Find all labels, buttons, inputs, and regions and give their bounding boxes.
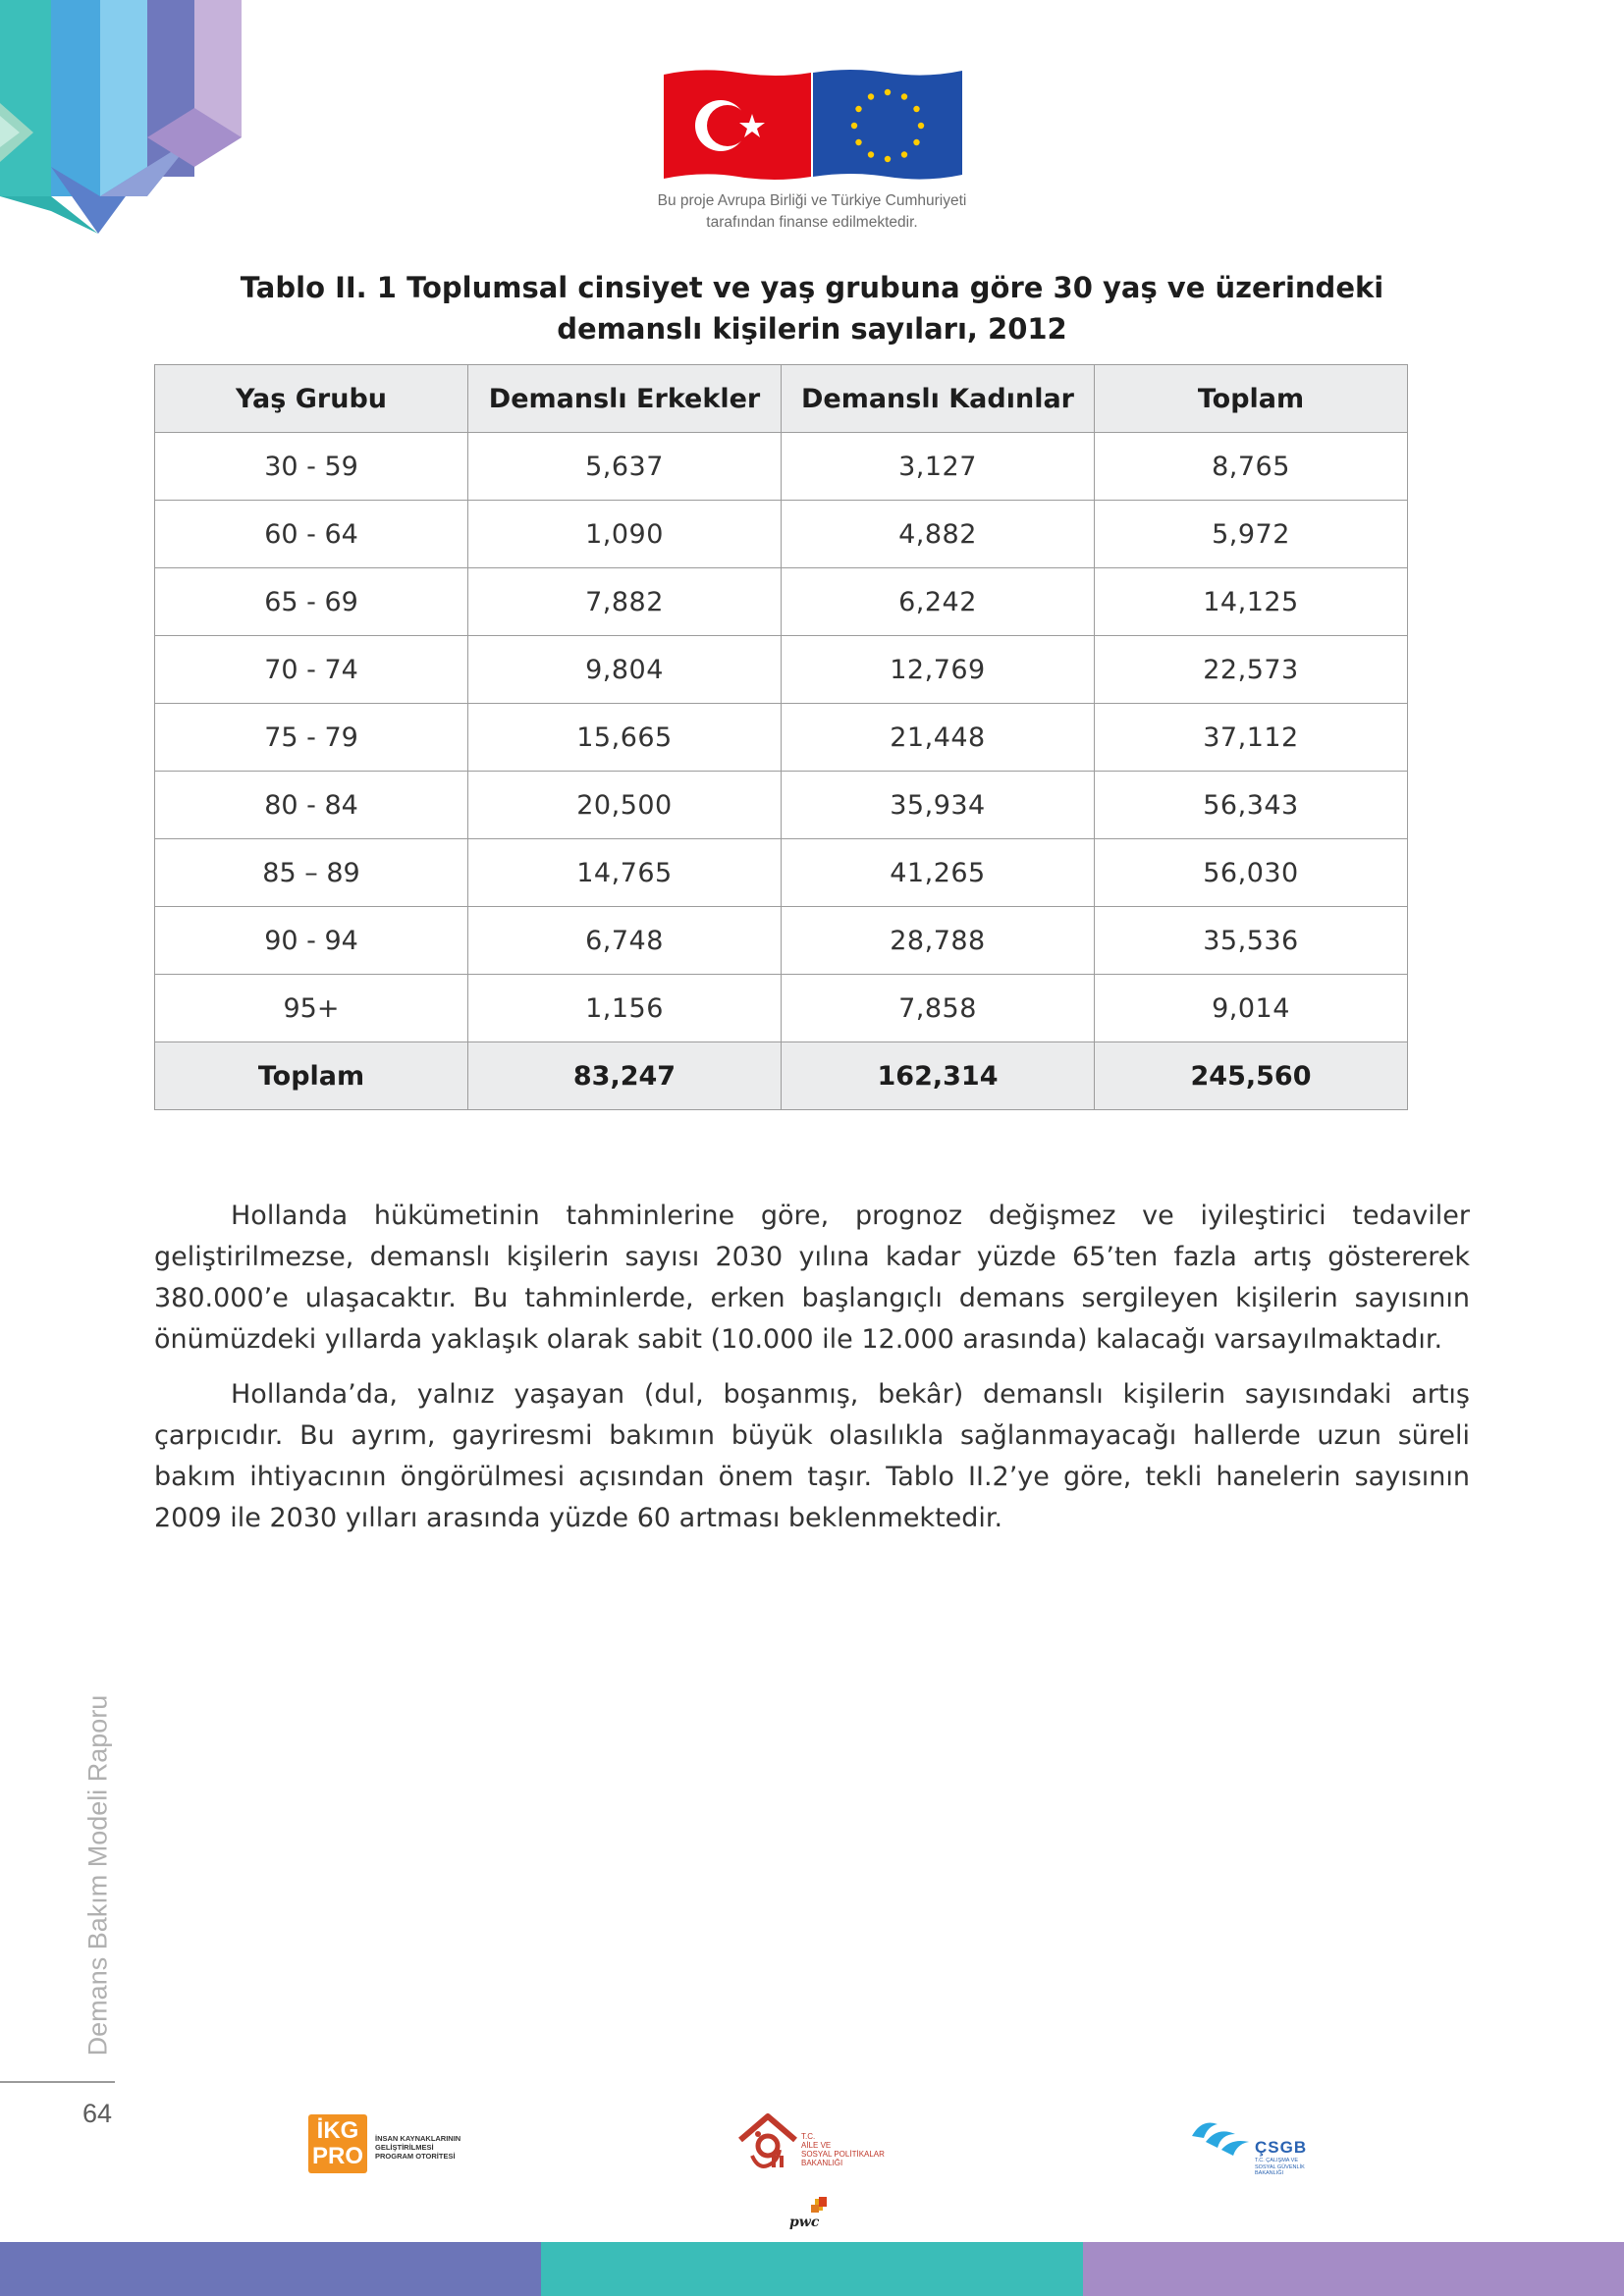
- turkey-flag-icon: [664, 70, 811, 180]
- table-row: [155, 501, 1408, 568]
- women-cell: 28,788: [782, 907, 1095, 975]
- age-group-cell: 70 - 74: [155, 636, 468, 704]
- pwc-mark-icon: [789, 2197, 835, 2216]
- csgb-emblem-icon: [1188, 2112, 1253, 2162]
- table-row: [155, 636, 1408, 704]
- women-cell: 41,265: [782, 839, 1095, 907]
- table-row: [155, 772, 1408, 839]
- total-cell: 22,573: [1095, 636, 1408, 704]
- men-cell: 20,500: [468, 772, 782, 839]
- pwc-text: pwc: [789, 2215, 820, 2230]
- csgb-text: ÇSGB: [1255, 2138, 1308, 2157]
- column-header: Demanslı Erkekler: [468, 365, 782, 433]
- bottom-bar-segment-blue: [0, 2242, 541, 2296]
- women-cell: 35,934: [782, 772, 1095, 839]
- report-title-text: Demans Bakım Modeli Raporu: [82, 1694, 113, 2056]
- aile-text-line: BAKANLIĞI: [801, 2159, 843, 2167]
- total-cell: 35,536: [1095, 907, 1408, 975]
- side-report-title: [79, 1686, 118, 2063]
- paragraph: Hollanda’da, yalnız yaşayan (dul, boşanmış, bekâr) demanslı kişilerin sayısındaki artış çarpıcıdır. Bu ayrım, gayriresmi bakımın büyük olasılıkla sağlanmayacağı hallerde uzun süreli bakım ihtiyacının öngörülmesi açısından önem taşır. Tablo II.2’ye göre, tekli hanelerin sayısının 2009 ile 2030 yılları arasında yüzde 60 artması beklenmektedir.: [154, 1379, 1470, 1533]
- side-divider: [0, 2081, 115, 2083]
- men-cell: 1,090: [468, 501, 782, 568]
- table-row: [155, 907, 1408, 975]
- bottom-color-bar: [0, 2242, 1624, 2296]
- header-flags: [662, 67, 966, 187]
- women-cell: 7,858: [782, 975, 1095, 1042]
- table-row: [155, 704, 1408, 772]
- csgb-sub-line: T.C. ÇALIŞMA VE: [1255, 2158, 1299, 2163]
- column-header: Demanslı Kadınlar: [782, 365, 1095, 433]
- total-cell: 56,343: [1095, 772, 1408, 839]
- aile-text-line: AİLE VE: [801, 2141, 832, 2150]
- corner-decoration: [0, 0, 245, 240]
- men-total-cell: 83,247: [468, 1042, 782, 1110]
- body-text: [154, 1196, 1470, 1553]
- csgb-subtext: [1255, 2158, 1343, 2177]
- table-title-line: Tablo II. 1 Toplumsal cinsiyet ve yaş grubuna göre 30 yaş ve üzerindeki: [240, 271, 1384, 304]
- total-label-cell: Toplam: [155, 1042, 468, 1110]
- men-cell: 15,665: [468, 704, 782, 772]
- table-row: [155, 975, 1408, 1042]
- aile-bakanligi-logo-icon: [736, 2110, 885, 2177]
- age-group-cell: 80 - 84: [155, 772, 468, 839]
- ikg-text-line: İNSAN KAYNAKLARININ: [375, 2134, 461, 2143]
- men-cell: 1,156: [468, 975, 782, 1042]
- men-cell: 6,748: [468, 907, 782, 975]
- total-cell: 9,014: [1095, 975, 1408, 1042]
- csgb-sub-line: SOSYAL GÜVENLİK: [1255, 2163, 1305, 2170]
- women-cell: 4,882: [782, 501, 1095, 568]
- aile-emblem-icon: [736, 2110, 799, 2173]
- table-header-row: [155, 365, 1408, 433]
- total-cell: 5,972: [1095, 501, 1408, 568]
- table-total-row: [155, 1042, 1408, 1110]
- ikg-box-text: İKG: [316, 2117, 359, 2144]
- age-group-cell: 60 - 64: [155, 501, 468, 568]
- eu-flag-icon: [813, 70, 962, 180]
- women-cell: 6,242: [782, 568, 1095, 636]
- bottom-bar-segment-purple: [1083, 2242, 1624, 2296]
- age-group-cell: 95+: [155, 975, 468, 1042]
- csgb-sub-line: BAKANLIĞI: [1255, 2170, 1284, 2176]
- dementia-table: [154, 364, 1408, 1110]
- pwc-logo-icon: [789, 2197, 835, 2230]
- aile-text-line: SOSYAL POLİTİKALAR: [801, 2150, 885, 2159]
- ikg-text-line: GELİŞTİRİLMESİ: [375, 2143, 434, 2152]
- ikg-text-line: PROGRAM OTORİTESİ: [375, 2152, 456, 2161]
- age-group-cell: 90 - 94: [155, 907, 468, 975]
- ikg-logo-box: [308, 2114, 367, 2173]
- table-title: [226, 267, 1398, 349]
- table-row: [155, 568, 1408, 636]
- table-row: [155, 839, 1408, 907]
- total-cell: 37,112: [1095, 704, 1408, 772]
- table-row: [155, 433, 1408, 501]
- age-group-cell: 85 – 89: [155, 839, 468, 907]
- table-title-line: demanslı kişilerin sayıları, 2012: [557, 312, 1067, 346]
- women-total-cell: 162,314: [782, 1042, 1095, 1110]
- total-cell: 14,125: [1095, 568, 1408, 636]
- ikg-box-text: PRO: [311, 2143, 363, 2169]
- funding-caption-line: tarafından finanse edilmektedir.: [706, 214, 918, 231]
- age-group-cell: 65 - 69: [155, 568, 468, 636]
- column-header: Toplam: [1095, 365, 1408, 433]
- aile-text-line: T.C.: [801, 2132, 816, 2141]
- bottom-bar-segment-teal: [541, 2242, 1082, 2296]
- aile-logo-text: [801, 2132, 919, 2167]
- women-cell: 12,769: [782, 636, 1095, 704]
- funding-caption: [589, 190, 1035, 234]
- age-group-cell: 30 - 59: [155, 433, 468, 501]
- men-cell: 7,882: [468, 568, 782, 636]
- csgb-logo-icon: [1188, 2112, 1308, 2176]
- age-group-cell: 75 - 79: [155, 704, 468, 772]
- paragraph: Hollanda hükümetinin tahminlerine göre, prognoz değişmez ve iyileştirici tedaviler geliştirilmezse, demanslı kişilerin sayısı 2030 yılına kadar yüzde 65’ten fazla artış göstererek 380.000’e ulaşacaktır. Bu tahminlerde, erken başlangıçlı demans sergileyen kişilerin sayısının önümüzdeki yıllarda yaklaşık olarak sabit (10.000 ile 12.000 arasında) kalacağı varsayılmaktadır.: [154, 1201, 1470, 1355]
- funding-caption-line: Bu proje Avrupa Birliği ve Türkiye Cumhuriyeti: [657, 192, 967, 209]
- men-cell: 9,804: [468, 636, 782, 704]
- page-number: 64: [82, 2099, 113, 2128]
- total-cell: 56,030: [1095, 839, 1408, 907]
- women-cell: 21,448: [782, 704, 1095, 772]
- column-header: Yaş Grubu: [155, 365, 468, 433]
- women-cell: 3,127: [782, 433, 1095, 501]
- grand-total-cell: 245,560: [1095, 1042, 1408, 1110]
- ikg-logo-text: [375, 2134, 503, 2161]
- total-cell: 8,765: [1095, 433, 1408, 501]
- men-cell: 5,637: [468, 433, 782, 501]
- men-cell: 14,765: [468, 839, 782, 907]
